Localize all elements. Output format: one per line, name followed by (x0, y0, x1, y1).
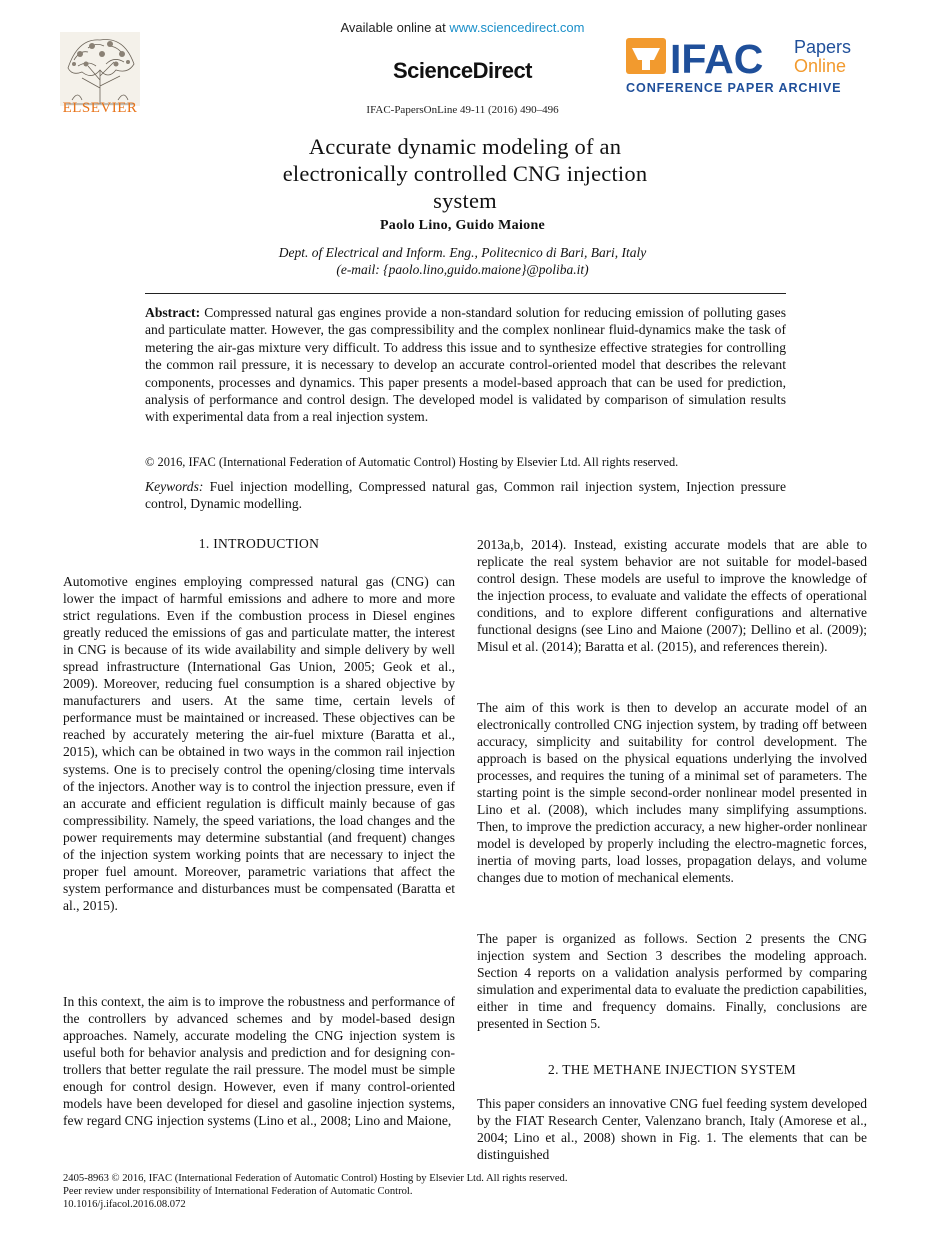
authors: Paolo Lino, Guido Maione (379, 218, 546, 233)
right-p3-text: The paper is organized as follows. Section 2 presents the CNG injection system and Section 3 describes the modeling approach. Section 4 reports on a validation analysis performed by comparing simulation and experimental data to evaluate the prediction capabilities, either in time and frequency domains. Finally, conclusions are presented in Section 5. (477, 931, 867, 1032)
ifac-main-text: IFAC (670, 36, 764, 82)
right-p4-text: This paper considers an innovative CNG fuel feeding system developed by the FIAT Research Center, Valenzano branch, Italy (Amorese et al., 2004; Lino et al., 2008) shown in Fig. 1. The elements that can be distinguished (477, 1096, 867, 1163)
ifac-archive-text: CONFERENCE PAPER ARCHIVE (626, 81, 842, 95)
keywords-text: Fuel injection modelling, Compressed natural gas, Common rail injection system, Injection pressure control, Dynamic modelling. (145, 479, 786, 512)
right-paragraph-3 (477, 930, 867, 1032)
abstract-text: Compressed natural gas engines provide a non-standard solution for reducing emission of polluting gases and particulate matter. However, the gas compressibility and the complex nonlinear fluid-dynamics make the task of metering the air-gas mixture very difficult. To address this issue and to synthesize effective strategies for controlling the common rail pressure, it is necessary to develop an accurate control-oriented model that describes the relevant components, processes and dynamics. This paper presents a model-based approach that can be used for prediction, analysis of performance and control design. The developed model is validated by comparison of simulation results with experimental data from a real injection system. (145, 305, 786, 425)
intro-p2-text: In this context, the aim is to improve the robustness and performance of the controllers by advanced schemes and by model-based design approaches. Namely, accurate modeling the CNG injection system is useful both for behavior analysis and prediction and for designing controllers that better regulate the rail pressure. The model must be simple enough for control design. However, even if many control-oriented models have been developed for diesel and gasoline injection systems, few regard CNG injection systems (Lino et al., 2008; Lino and Maione, (63, 994, 455, 1129)
available-prefix: Available online at (340, 20, 450, 35)
intro-paragraph-1 (63, 573, 455, 914)
right-paragraph-2 (477, 699, 867, 887)
right-paragraph-4 (477, 1095, 867, 1163)
available-online-line (0, 20, 925, 35)
footer (63, 1172, 763, 1211)
keywords-label: Keywords: (145, 479, 204, 494)
right-paragraph-1 (477, 536, 867, 655)
title-line-3: system (433, 188, 497, 213)
section-1-heading-wrap (63, 535, 455, 552)
section-2-heading: 2. THE METHANE INJECTION SYSTEM (548, 1062, 796, 1077)
footer-peer-review: Peer review under responsibility of International Federation of Automatic Control. (63, 1186, 413, 1197)
affiliation-block (0, 244, 925, 278)
section-1-heading: 1. INTRODUCTION (198, 536, 320, 551)
ifac-papersonline-logo (626, 36, 870, 96)
section-2-heading-wrap (477, 1061, 867, 1078)
affiliation: Dept. of Electrical and Inform. Eng., Politecnico di Bari, Bari, Italy (278, 245, 647, 260)
ifac-emblem-icon (626, 38, 666, 74)
keywords (145, 478, 786, 513)
ifac-papers-text: Papers (794, 37, 852, 57)
abstract-label: Abstract: (145, 305, 201, 320)
right-p2-text: The aim of this work is then to develop an accurate model of an electronically controlled CNG injection system, by trading off between accuracy, simplicity and suitability for control development. The approach is based on the physical equations underlying the involved processes, and requires the tuning of a minimal set of parameters. The starting point is the simple second-order nonlinear model presented in Lino et al. (2008), which includes many simplifying assumptions. Then, to improve the prediction accuracy, a new higher-order nonlinear model is developed by properly including the electro-magnetic forces, inertia of moving parts, load losses, propagation delays, and volume changes due to motion of mechanical elements. (477, 700, 867, 886)
journal-reference: IFAC-PapersOnLine 49-11 (2016) 490–496 (366, 104, 559, 116)
email: (e-mail: {paolo.lino,guido.maione}@poliba.it) (336, 262, 589, 277)
copyright-line: © 2016, IFAC (International Federation of Automatic Control) Hosting by Elsevier Ltd. All rights reserved. (145, 455, 679, 469)
ifac-online-text: Online (794, 56, 847, 76)
title-line-2: electronically controlled CNG injection (282, 161, 648, 186)
right-p1-text: 2013a,b, 2014). Instead, existing accurate models that are able to replicate the real system behavior are not suitable for model-based control design. These models are useful to improve the knowledge of the injection process, to evaluate and validate the effects of operational conditions, and to explore different configurations and alternative functional designs (see Lino and Maione (2007); Dellino et al. (2009); Misul et al. (2014); Baratta et al. (2015), and references therein). (477, 537, 867, 655)
footer-issn-line: 2405-8963 © 2016, IFAC (International Federation of Automatic Control) Hosting by Elsevier Ltd. All rights reserved. (63, 1173, 568, 1184)
paper-title (150, 133, 780, 214)
footer-doi[interactable]: 10.1016/j.ifacol.2016.08.072 (63, 1199, 186, 1210)
intro-p1-text: Automotive engines employing compressed natural gas (CNG) can lower the impact of harmful emissions and adhere to more and more strict regulations. Even if the combustion process in Diesel engines greatly reduced the emissions of gas and particulate matter, the interest in CNG is because of its wide availability and simple delivery by well spread infrastructure (International Gas Union, 2005; Geok et al., 2009). Moreover, reducing fuel consumption is a shared objective by manufacturers and users. At the same time, certain levels of performance must be maintained or increased. These objectives can be reached by accurately metering the air-fuel mixture (Baratta et al., 2015), which can be obtained in two ways in the common rail injection systems. One is to precisely control the opening/closing time intervals of the injectors. Another way is to control the injection pressure, even if an accurate and efficient regulation is difficult mainly because of gas compressibility. Namely, the speed variations, the load changes and the power requirements may determine substantial (and frequent) changes of the injection system working points that are necessary to inject the proper fuel amount. Moreover, parametric variations that affect the system performance and disturbances must be compensated (Baratta et al., 2015). (63, 574, 455, 913)
abstract (145, 304, 786, 426)
abstract-rule (145, 293, 786, 294)
sciencedirect-link[interactable]: www.sciencedirect.com (449, 20, 585, 35)
title-line-1: Accurate dynamic modeling of an (308, 134, 622, 159)
intro-paragraph-2 (63, 993, 455, 1129)
elsevier-label: ELSEVIER (62, 100, 138, 116)
sciencedirect-logo-text: ScienceDirect (392, 58, 533, 83)
